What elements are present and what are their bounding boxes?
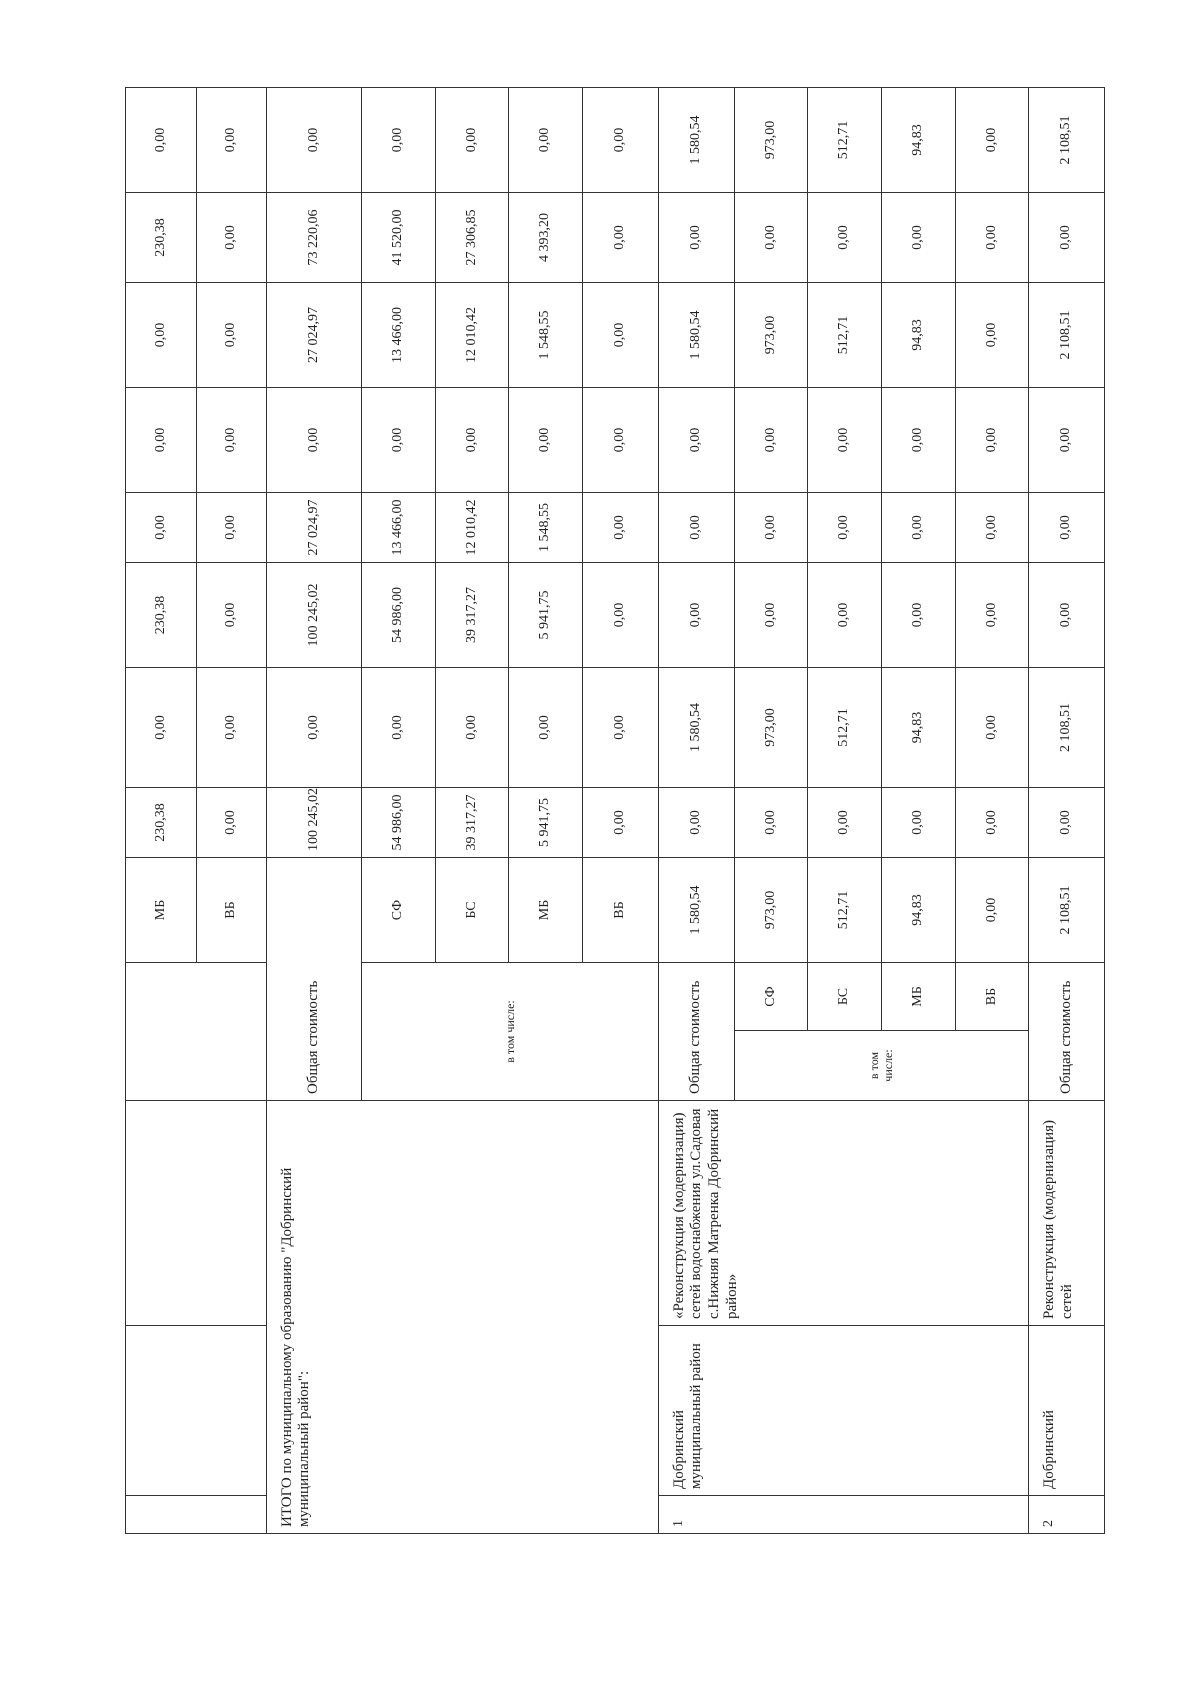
value-cell: 0,00	[955, 388, 1029, 493]
value-cell: 100 245,02	[266, 563, 361, 668]
value-cell: 0,00	[126, 493, 197, 563]
value-cell: 0,00	[1029, 563, 1105, 668]
value-cell: 0,00	[435, 88, 509, 193]
item-number: 1	[658, 1496, 1028, 1534]
value-cell: 230,38	[126, 788, 197, 858]
value-cell: 230,38	[126, 563, 197, 668]
source-cell: БС	[808, 963, 882, 1031]
value-cell: 0,00	[808, 563, 882, 668]
value-cell: 94,83	[881, 858, 955, 963]
table-row	[266, 88, 361, 1534]
value-cell: 0,00	[582, 668, 658, 788]
table-row	[126, 88, 197, 1534]
value-cell: 27 024,97	[266, 493, 361, 563]
value-cell: 0,00	[808, 788, 882, 858]
value-cell: 94,83	[881, 88, 955, 193]
value-cell: 512,71	[808, 88, 882, 193]
value-cell: 0,00	[197, 493, 266, 563]
item-number: 2	[1029, 1496, 1105, 1534]
value-cell: 0,00	[1029, 193, 1105, 283]
value-cell: 54 986,00	[362, 788, 436, 858]
source-cell: МБ	[509, 858, 583, 963]
value-cell: 12 010,42	[435, 283, 509, 388]
financing-table	[125, 87, 1105, 1534]
value-cell: 0,00	[881, 493, 955, 563]
value-cell: 0,00	[955, 858, 1029, 963]
value-cell: 0,00	[955, 563, 1029, 668]
value-cell: 0,00	[734, 493, 808, 563]
value-cell: 0,00	[881, 788, 955, 858]
value-cell: 13 466,00	[362, 283, 436, 388]
value-cell: 0,00	[435, 668, 509, 788]
value-cell: 512,71	[808, 668, 882, 788]
value-cell: 512,71	[808, 858, 882, 963]
value-cell: 0,00	[881, 388, 955, 493]
value-cell: 100 245,02	[266, 788, 361, 858]
value-cell: 512,71	[808, 283, 882, 388]
value-cell: 54 986,00	[362, 563, 436, 668]
total-cost-label: Общая стоимость	[658, 963, 734, 1101]
value-cell: 0,00	[582, 283, 658, 388]
source-cell: СФ	[734, 963, 808, 1031]
including-label: в том числе:	[362, 963, 659, 1101]
value-cell: 0,00	[808, 493, 882, 563]
value-cell: 2 108,51	[1029, 858, 1105, 963]
value-cell: 0,00	[435, 388, 509, 493]
value-cell: 0,00	[362, 88, 436, 193]
value-cell: 5 941,75	[509, 563, 583, 668]
value-cell: 0,00	[582, 388, 658, 493]
value-cell: 0,00	[266, 88, 361, 193]
value-cell: 0,00	[582, 563, 658, 668]
value-cell: 12 010,42	[435, 493, 509, 563]
value-cell: 5 941,75	[509, 788, 583, 858]
value-cell: 973,00	[734, 858, 808, 963]
empty-cell	[126, 1496, 267, 1534]
value-cell: 41 520,00	[362, 193, 436, 283]
value-cell: 973,00	[734, 668, 808, 788]
value-cell: 73 220,06	[266, 193, 361, 283]
value-cell: 0,00	[734, 193, 808, 283]
value-cell: 1 580,54	[658, 283, 734, 388]
value-cell: 0,00	[955, 668, 1029, 788]
value-cell: 0,00	[955, 193, 1029, 283]
value-cell: 0,00	[808, 388, 882, 493]
source-cell: ВБ	[955, 963, 1029, 1031]
value-cell: 0,00	[658, 493, 734, 563]
value-cell: 0,00	[197, 193, 266, 283]
value-cell: 1 548,55	[509, 283, 583, 388]
source-cell: СФ	[362, 858, 436, 963]
value-cell: 0,00	[197, 788, 266, 858]
object-name: Реконструкция (модернизация) сетей	[1029, 1101, 1105, 1326]
source-cell: МБ	[126, 858, 197, 963]
value-cell: 0,00	[1029, 388, 1105, 493]
value-cell: 0,00	[197, 668, 266, 788]
value-cell: 0,00	[955, 493, 1029, 563]
value-cell: 1 580,54	[658, 858, 734, 963]
value-cell: 0,00	[658, 563, 734, 668]
total-cost-label: Общая стоимость	[1029, 963, 1105, 1101]
value-cell: 0,00	[266, 668, 361, 788]
value-cell: 0,00	[197, 88, 266, 193]
value-cell: 0,00	[126, 668, 197, 788]
value-cell: 0,00	[197, 283, 266, 388]
value-cell: 0,00	[881, 193, 955, 283]
value-cell: 0,00	[509, 88, 583, 193]
value-cell: 0,00	[362, 668, 436, 788]
including-label: в том числе:	[734, 1031, 1029, 1101]
value-cell: 0,00	[362, 388, 436, 493]
value-cell: 0,00	[266, 388, 361, 493]
total-cost-label: Общая стоимость	[266, 858, 361, 1101]
value-cell: 0,00	[582, 193, 658, 283]
value-cell: 0,00	[658, 788, 734, 858]
empty-cell	[126, 1101, 267, 1326]
value-cell: 1 548,55	[509, 493, 583, 563]
value-cell: 0,00	[658, 193, 734, 283]
value-cell: 39 317,27	[435, 788, 509, 858]
value-cell: 4 393,20	[509, 193, 583, 283]
source-cell: БС	[435, 858, 509, 963]
value-cell: 2 108,51	[1029, 283, 1105, 388]
value-cell: 0,00	[582, 788, 658, 858]
value-cell: 0,00	[734, 388, 808, 493]
value-cell: 0,00	[955, 788, 1029, 858]
value-cell: 0,00	[509, 388, 583, 493]
empty-cell	[126, 1326, 267, 1496]
value-cell: 39 317,27	[435, 563, 509, 668]
table-row	[658, 88, 734, 1534]
value-cell: 2 108,51	[1029, 668, 1105, 788]
value-cell: 0,00	[1029, 788, 1105, 858]
value-cell: 973,00	[734, 283, 808, 388]
source-cell: МБ	[881, 963, 955, 1031]
value-cell: 973,00	[734, 88, 808, 193]
value-cell: 94,83	[881, 668, 955, 788]
value-cell: 0,00	[126, 388, 197, 493]
value-cell: 0,00	[197, 563, 266, 668]
value-cell: 2 108,51	[1029, 88, 1105, 193]
value-cell: 0,00	[582, 88, 658, 193]
value-cell: 94,83	[881, 283, 955, 388]
district-name: Добринский муниципальный район	[658, 1326, 1028, 1496]
value-cell: 0,00	[126, 88, 197, 193]
value-cell: 0,00	[126, 283, 197, 388]
value-cell: 230,38	[126, 193, 197, 283]
object-name: «Реконструкция (модернизация) сетей водоснабжения ул.Садовая с.Нижняя Матренка Добринский район»	[658, 1101, 1028, 1326]
source-cell: ВБ	[197, 858, 266, 963]
value-cell: 0,00	[808, 193, 882, 283]
value-cell: 0,00	[658, 388, 734, 493]
value-cell: 0,00	[955, 283, 1029, 388]
value-cell: 1 580,54	[658, 88, 734, 193]
value-cell: 1 580,54	[658, 668, 734, 788]
value-cell: 0,00	[509, 668, 583, 788]
rotated-table-sheet	[125, 115, 1105, 1534]
value-cell: 0,00	[582, 493, 658, 563]
source-cell: ВБ	[582, 858, 658, 963]
value-cell: 0,00	[881, 563, 955, 668]
district-name: Добринский	[1029, 1326, 1105, 1496]
table-row	[1029, 88, 1105, 1534]
value-cell: 13 466,00	[362, 493, 436, 563]
value-cell: 0,00	[197, 388, 266, 493]
value-cell: 27 024,97	[266, 283, 361, 388]
empty-cell	[126, 963, 267, 1101]
value-cell: 0,00	[734, 563, 808, 668]
value-cell: 0,00	[1029, 493, 1105, 563]
value-cell: 0,00	[734, 788, 808, 858]
itogo-title: ИТОГО по муниципальному образованию "Добринский муниципальный район":	[266, 1101, 658, 1534]
value-cell: 27 306,85	[435, 193, 509, 283]
value-cell: 0,00	[955, 88, 1029, 193]
